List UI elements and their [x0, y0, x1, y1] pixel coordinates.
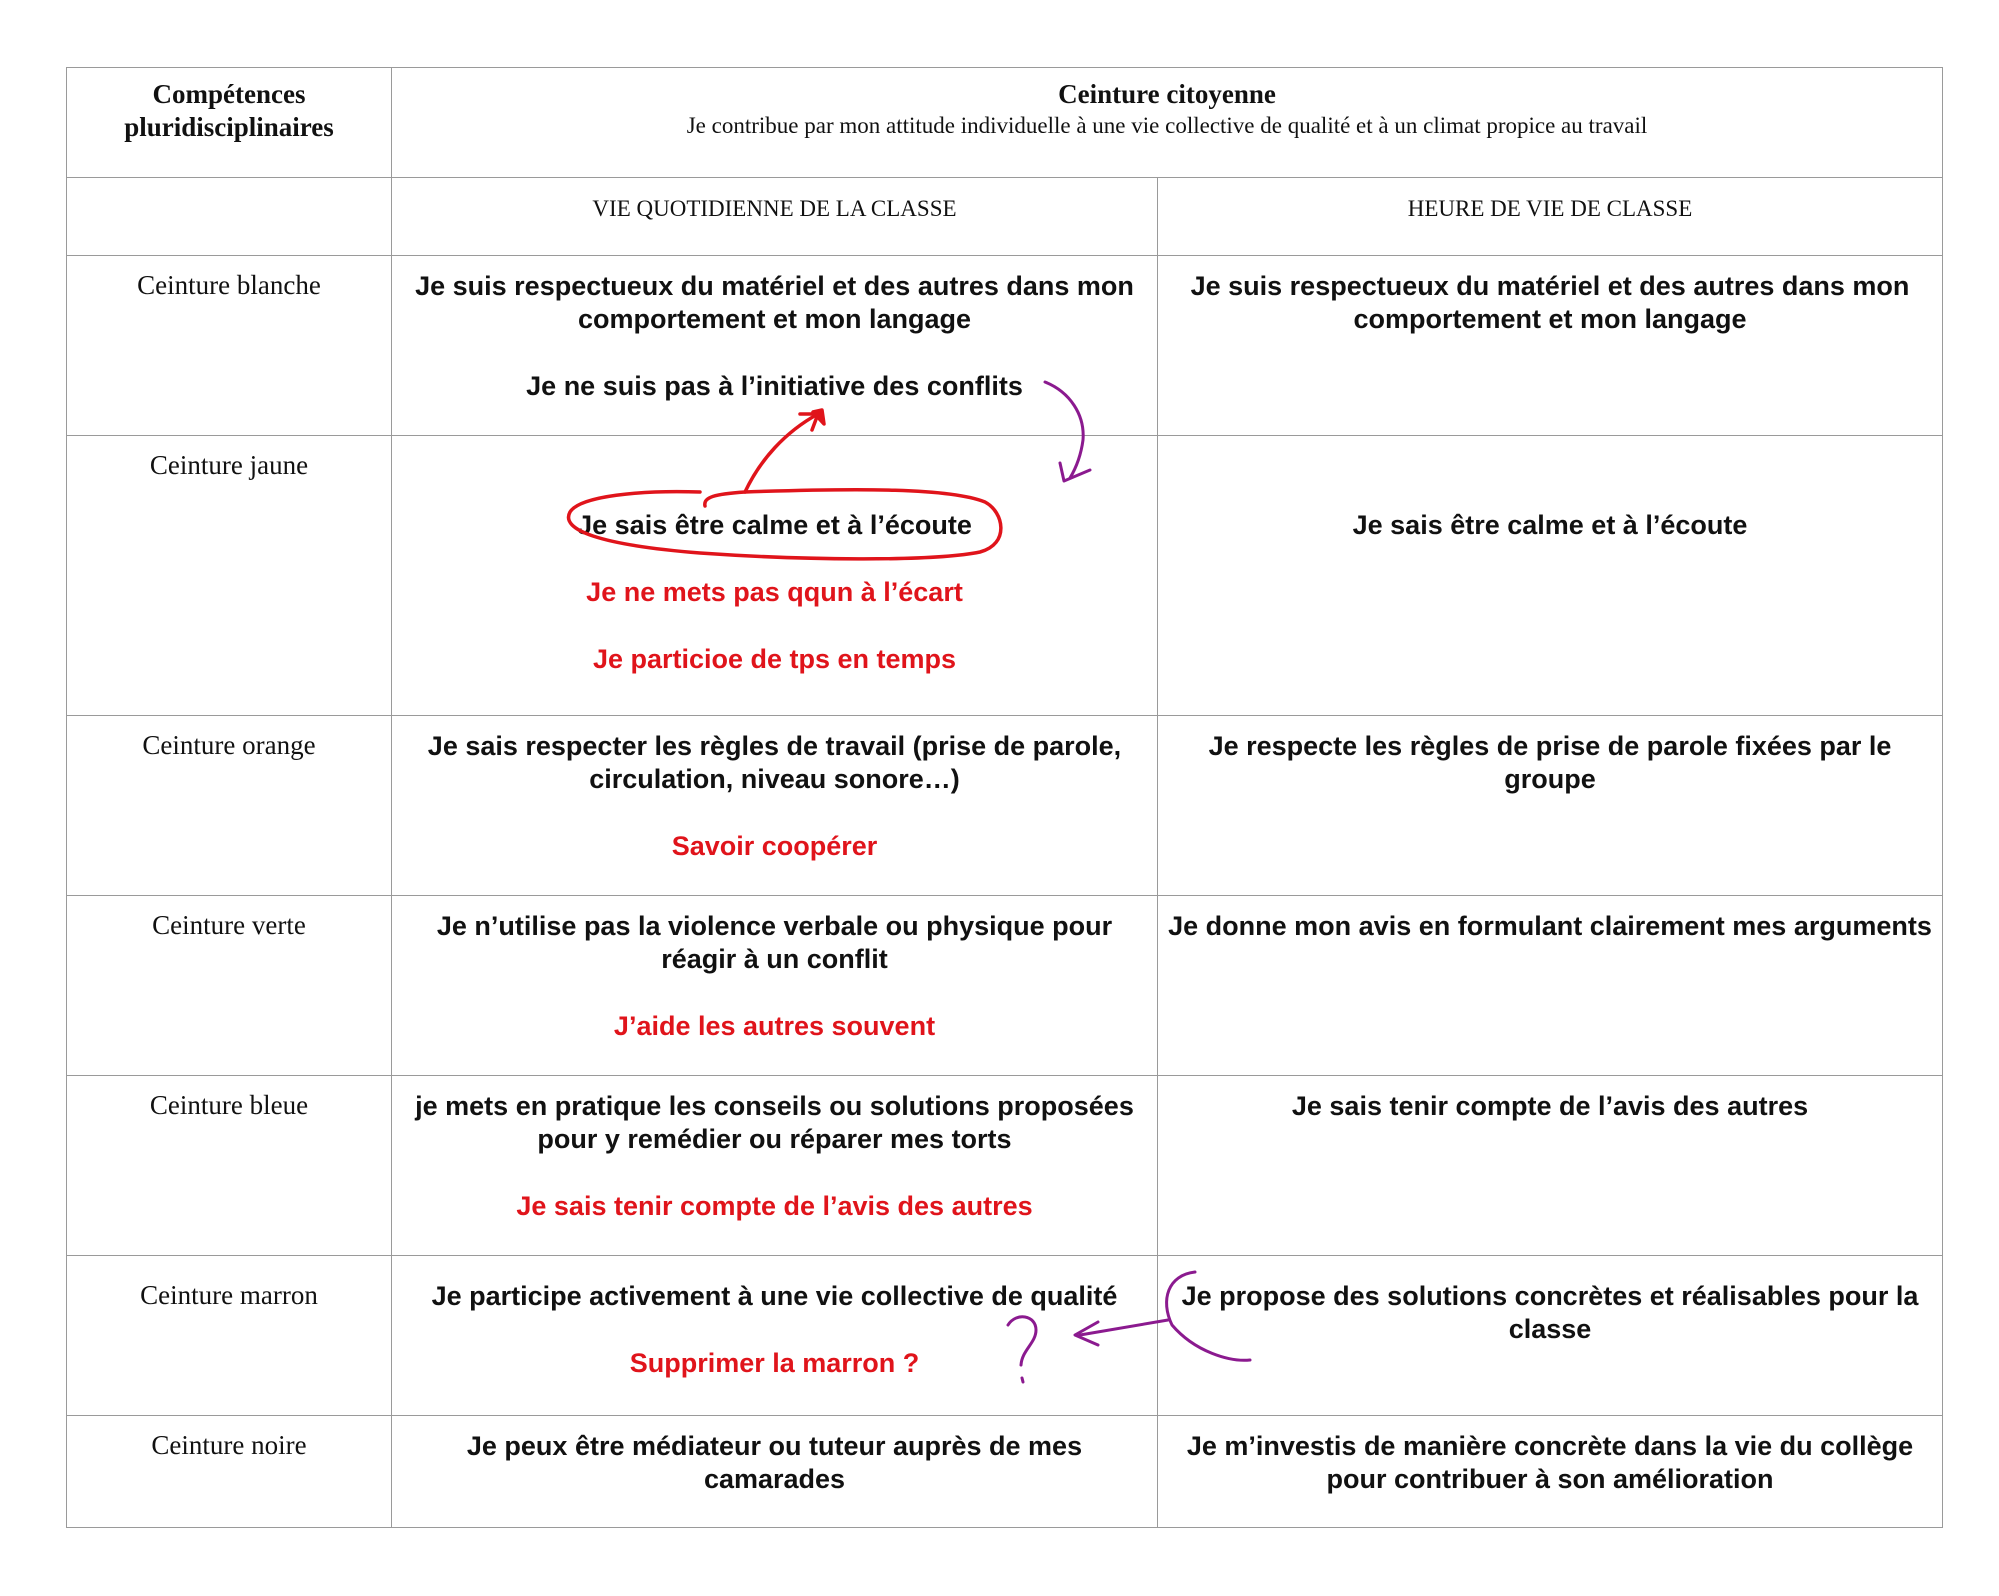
table-row	[67, 256, 1943, 436]
left-cell	[392, 436, 1158, 716]
right-text: Je m’investis de manière concrète dans la vie du collège pour contribuer à son amélioration	[1186, 1431, 1914, 1494]
belt-table	[66, 67, 1943, 1528]
left-red-note: J’aide les autres souvent	[613, 1011, 936, 1041]
right-cell	[1158, 1416, 1943, 1528]
empty-header-cell	[67, 178, 392, 256]
page-title: Ceinture citoyenne	[1058, 79, 1276, 109]
left-red-note: Savoir coopérer	[671, 831, 878, 861]
right-text: Je respecte les règles de prise de parole fixées par le groupe	[1208, 731, 1892, 794]
table-row	[67, 1076, 1943, 1256]
table-row	[67, 1416, 1943, 1528]
left-red-note: Je ne mets pas qqun à l’écart	[586, 577, 963, 607]
left-text: Je sais être calme et à l’écoute	[577, 510, 972, 540]
left-cell	[392, 716, 1158, 896]
left-text: Je participe activement à une vie collective de qualité	[431, 1281, 1118, 1311]
table-row	[67, 436, 1943, 716]
left-cell	[392, 1256, 1158, 1416]
right-cell	[1158, 1256, 1943, 1416]
left-cell	[392, 1416, 1158, 1528]
left-text: Je ne suis pas à l’initiative des conflits	[526, 371, 1023, 401]
left-cell	[392, 896, 1158, 1076]
belt-label: Ceinture noire	[67, 1416, 392, 1528]
left-text: Je n’utilise pas la violence verbale ou physique pour réagir à un conflit	[436, 911, 1113, 974]
belt-label: Ceinture orange	[67, 716, 392, 896]
left-cell	[392, 1076, 1158, 1256]
table-row	[67, 716, 1943, 896]
right-text: Je suis respectueux du matériel et des autres dans mon comportement et mon langage	[1190, 271, 1910, 334]
left-red-note: Je sais tenir compte de l’avis des autres	[516, 1191, 1033, 1221]
belt-label: Ceinture bleue	[67, 1076, 392, 1256]
right-text: Je donne mon avis en formulant clairement mes arguments	[1168, 911, 1932, 941]
right-text: Je sais être calme et à l’écoute	[1352, 510, 1748, 540]
table-row	[67, 1256, 1943, 1416]
right-text: Je propose des solutions concrètes et réalisables pour la classe	[1181, 1281, 1919, 1344]
belt-label: Ceinture jaune	[67, 436, 392, 716]
column-header-right: HEURE DE VIE DE CLASSE	[1158, 178, 1943, 256]
left-red-note: Je particioe de tps en temps	[592, 644, 957, 674]
right-cell	[1158, 716, 1943, 896]
title-cell	[392, 68, 1943, 178]
belt-label: Ceinture verte	[67, 896, 392, 1076]
left-cell	[392, 256, 1158, 436]
table-header-row	[67, 68, 1943, 178]
belt-label: Ceinture blanche	[67, 256, 392, 436]
left-text: Je sais respecter les règles de travail (prise de parole, circulation, niveau sonore…)	[427, 731, 1122, 794]
column-header-row	[67, 178, 1943, 256]
page-subtitle: Je contribue par mon attitude individuelle à une vie collective de qualité et à un climat propice au travail	[686, 113, 1648, 138]
left-red-note: Supprimer la marron ?	[629, 1348, 920, 1378]
left-text: je mets en pratique les conseils ou solutions proposées pour y remédier ou réparer mes torts	[415, 1091, 1134, 1154]
competences-header: Compétences pluridisciplinaires	[67, 68, 392, 178]
right-cell	[1158, 436, 1943, 716]
right-cell	[1158, 256, 1943, 436]
right-cell	[1158, 1076, 1943, 1256]
belt-label: Ceinture marron	[67, 1256, 392, 1416]
right-text: Je sais tenir compte de l’avis des autres	[1291, 1091, 1809, 1121]
table-row	[67, 896, 1943, 1076]
column-header-left: VIE QUOTIDIENNE DE LA CLASSE	[392, 178, 1158, 256]
right-cell	[1158, 896, 1943, 1076]
left-text: Je suis respectueux du matériel et des autres dans mon comportement et mon langage	[415, 271, 1134, 334]
left-text: Je peux être médiateur ou tuteur auprès de mes camarades	[466, 1431, 1083, 1494]
